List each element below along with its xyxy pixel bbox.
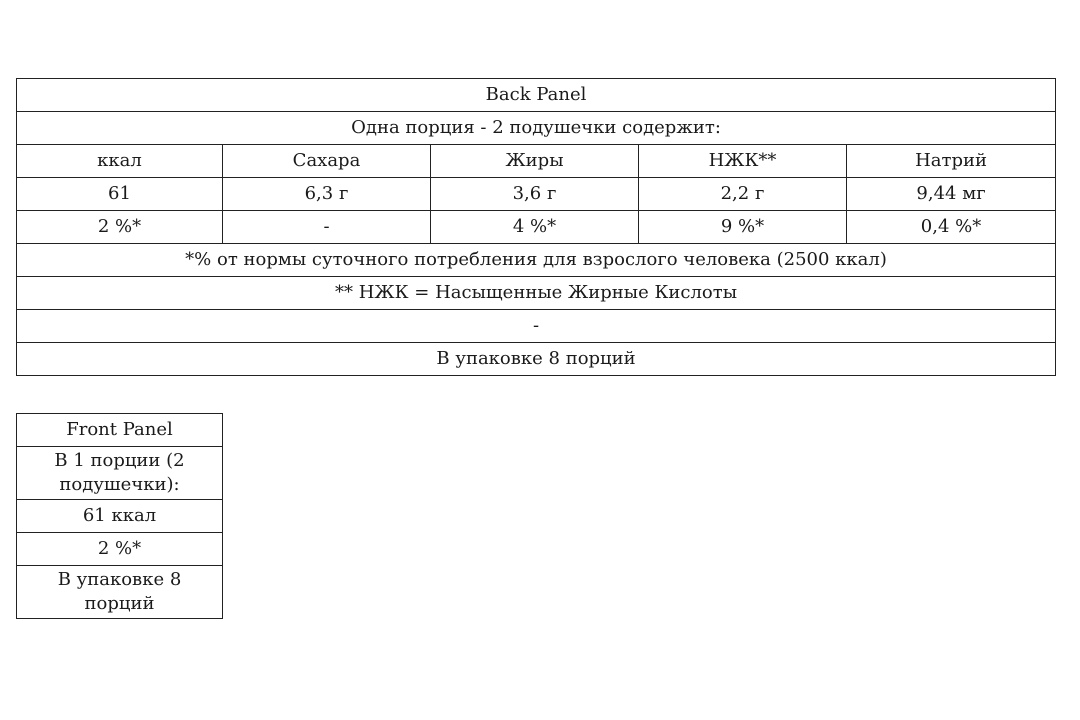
header-kcal: ккал <box>17 145 223 178</box>
table-row <box>17 343 1056 376</box>
header-sodium: Натрий <box>847 145 1056 178</box>
amount-sodium: 9,44 мг <box>847 178 1056 211</box>
back-panel-title: Back Panel <box>17 79 1056 112</box>
table-row <box>17 500 223 533</box>
front-percent: 2 %* <box>17 533 223 566</box>
table-row <box>17 566 223 619</box>
percent-fats: 4 %* <box>431 211 639 244</box>
percent-kcal: 2 %* <box>17 211 223 244</box>
table-row <box>17 211 1056 244</box>
table-header-row <box>17 145 1056 178</box>
front-servings-per-pack: В упаковке 8 порций <box>17 566 223 619</box>
footnote-saturated-fat: ** НЖК = Насыщенные Жирные Кислоты <box>17 277 1056 310</box>
table-row <box>17 277 1056 310</box>
table-row <box>17 533 223 566</box>
percent-saturated-fat: 9 %* <box>639 211 847 244</box>
amount-sugars: 6,3 г <box>223 178 431 211</box>
footnote-daily-intake: *% от нормы суточного потребления для взрослого человека (2500 ккал) <box>17 244 1056 277</box>
back-panel-table <box>16 78 1056 376</box>
table-row <box>17 447 223 500</box>
amount-kcal: 61 <box>17 178 223 211</box>
table-row <box>17 79 1056 112</box>
percent-sodium: 0,4 %* <box>847 211 1056 244</box>
header-sugars: Сахара <box>223 145 431 178</box>
front-panel-title: Front Panel <box>17 414 223 447</box>
back-panel-subtitle: Одна порция - 2 подушечки содержит: <box>17 112 1056 145</box>
front-per-serving: В 1 порции (2 подушечки): <box>17 447 223 500</box>
header-saturated-fat: НЖК** <box>639 145 847 178</box>
percent-sugars: - <box>223 211 431 244</box>
amount-fats: 3,6 г <box>431 178 639 211</box>
servings-per-pack: В упаковке 8 порций <box>17 343 1056 376</box>
table-row <box>17 244 1056 277</box>
amount-saturated-fat: 2,2 г <box>639 178 847 211</box>
table-row <box>17 178 1056 211</box>
table-row <box>17 414 223 447</box>
front-kcal: 61 ккал <box>17 500 223 533</box>
front-panel-table <box>16 413 223 619</box>
table-row <box>17 112 1056 145</box>
table-row <box>17 310 1056 343</box>
header-fats: Жиры <box>431 145 639 178</box>
separator-cell: - <box>17 310 1056 343</box>
